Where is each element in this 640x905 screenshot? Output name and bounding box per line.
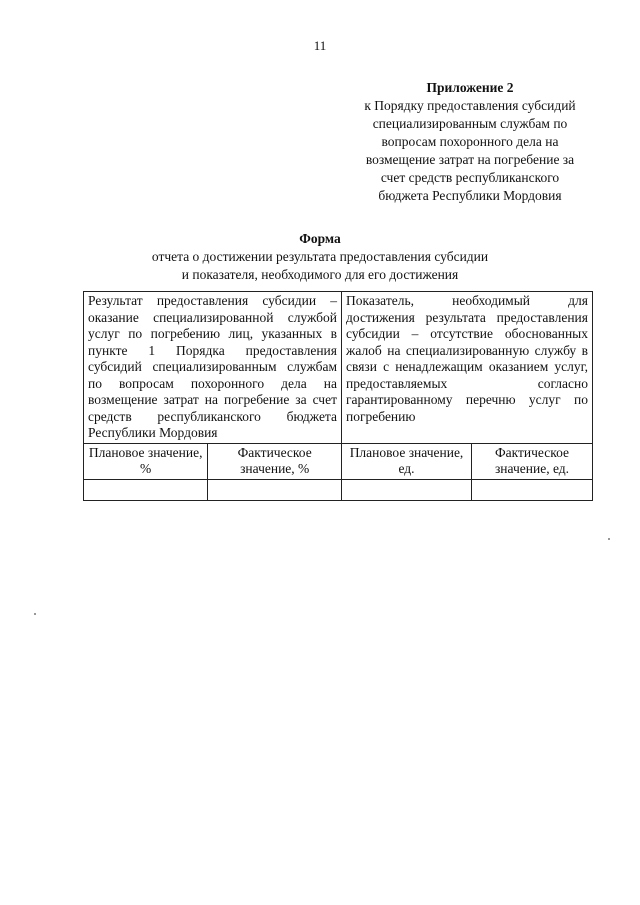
appendix-line: бюджета Республики Мордовия bbox=[378, 188, 562, 203]
result-cell: Результат предоставления субсидии – оказание специализированной службой услуг по погребению лиц, указанных в пункте 1 Порядка предоставления субсидий специализированным службам по вопросам похоронного дела на возмещение затрат на погребение за счет средств республиканского бюджета Республики Мордовия bbox=[84, 292, 342, 444]
table-row bbox=[84, 292, 593, 444]
table-cell bbox=[84, 479, 208, 500]
appendix-title: Приложение 2 bbox=[426, 80, 514, 95]
table-cell bbox=[208, 479, 342, 500]
table-row bbox=[84, 443, 593, 479]
scan-speck bbox=[34, 613, 36, 615]
appendix-line: вопросам похоронного дела на bbox=[381, 134, 559, 149]
form-subtitle-line: отчета о достижении результата предоставления субсидии bbox=[151, 249, 489, 264]
form-title: Форма bbox=[299, 231, 341, 246]
column-header: Фактическое значение, % bbox=[208, 443, 342, 479]
page-number: 11 bbox=[313, 38, 327, 53]
form-subtitle-line: и показателя, необходимого для его достижения bbox=[181, 267, 459, 282]
column-header: Плановое значение, % bbox=[84, 443, 208, 479]
table-row bbox=[84, 479, 593, 500]
appendix-block bbox=[338, 79, 602, 205]
column-header: Фактическое значение, ед. bbox=[472, 443, 593, 479]
form-heading bbox=[0, 230, 640, 284]
report-table bbox=[83, 291, 593, 501]
indicator-cell: Показатель, необходимый для достижения результата предоставления субсидии – отсутствие обоснованных жалоб на специализированную службу в связи с ненадлежащим оказанием услуг, предоставляемых согласно гарантированному перечню услуг по погребению bbox=[342, 292, 593, 444]
appendix-line: специализированным службам по bbox=[372, 116, 568, 131]
appendix-line: к Порядку предоставления субсидий bbox=[364, 98, 576, 113]
appendix-line: возмещение затрат на погребение за bbox=[365, 152, 575, 167]
table-cell bbox=[472, 479, 593, 500]
appendix-line: счет средств республиканского bbox=[380, 170, 560, 185]
table-cell bbox=[342, 479, 472, 500]
column-header: Плановое значение, ед. bbox=[342, 443, 472, 479]
scan-speck bbox=[608, 538, 610, 540]
